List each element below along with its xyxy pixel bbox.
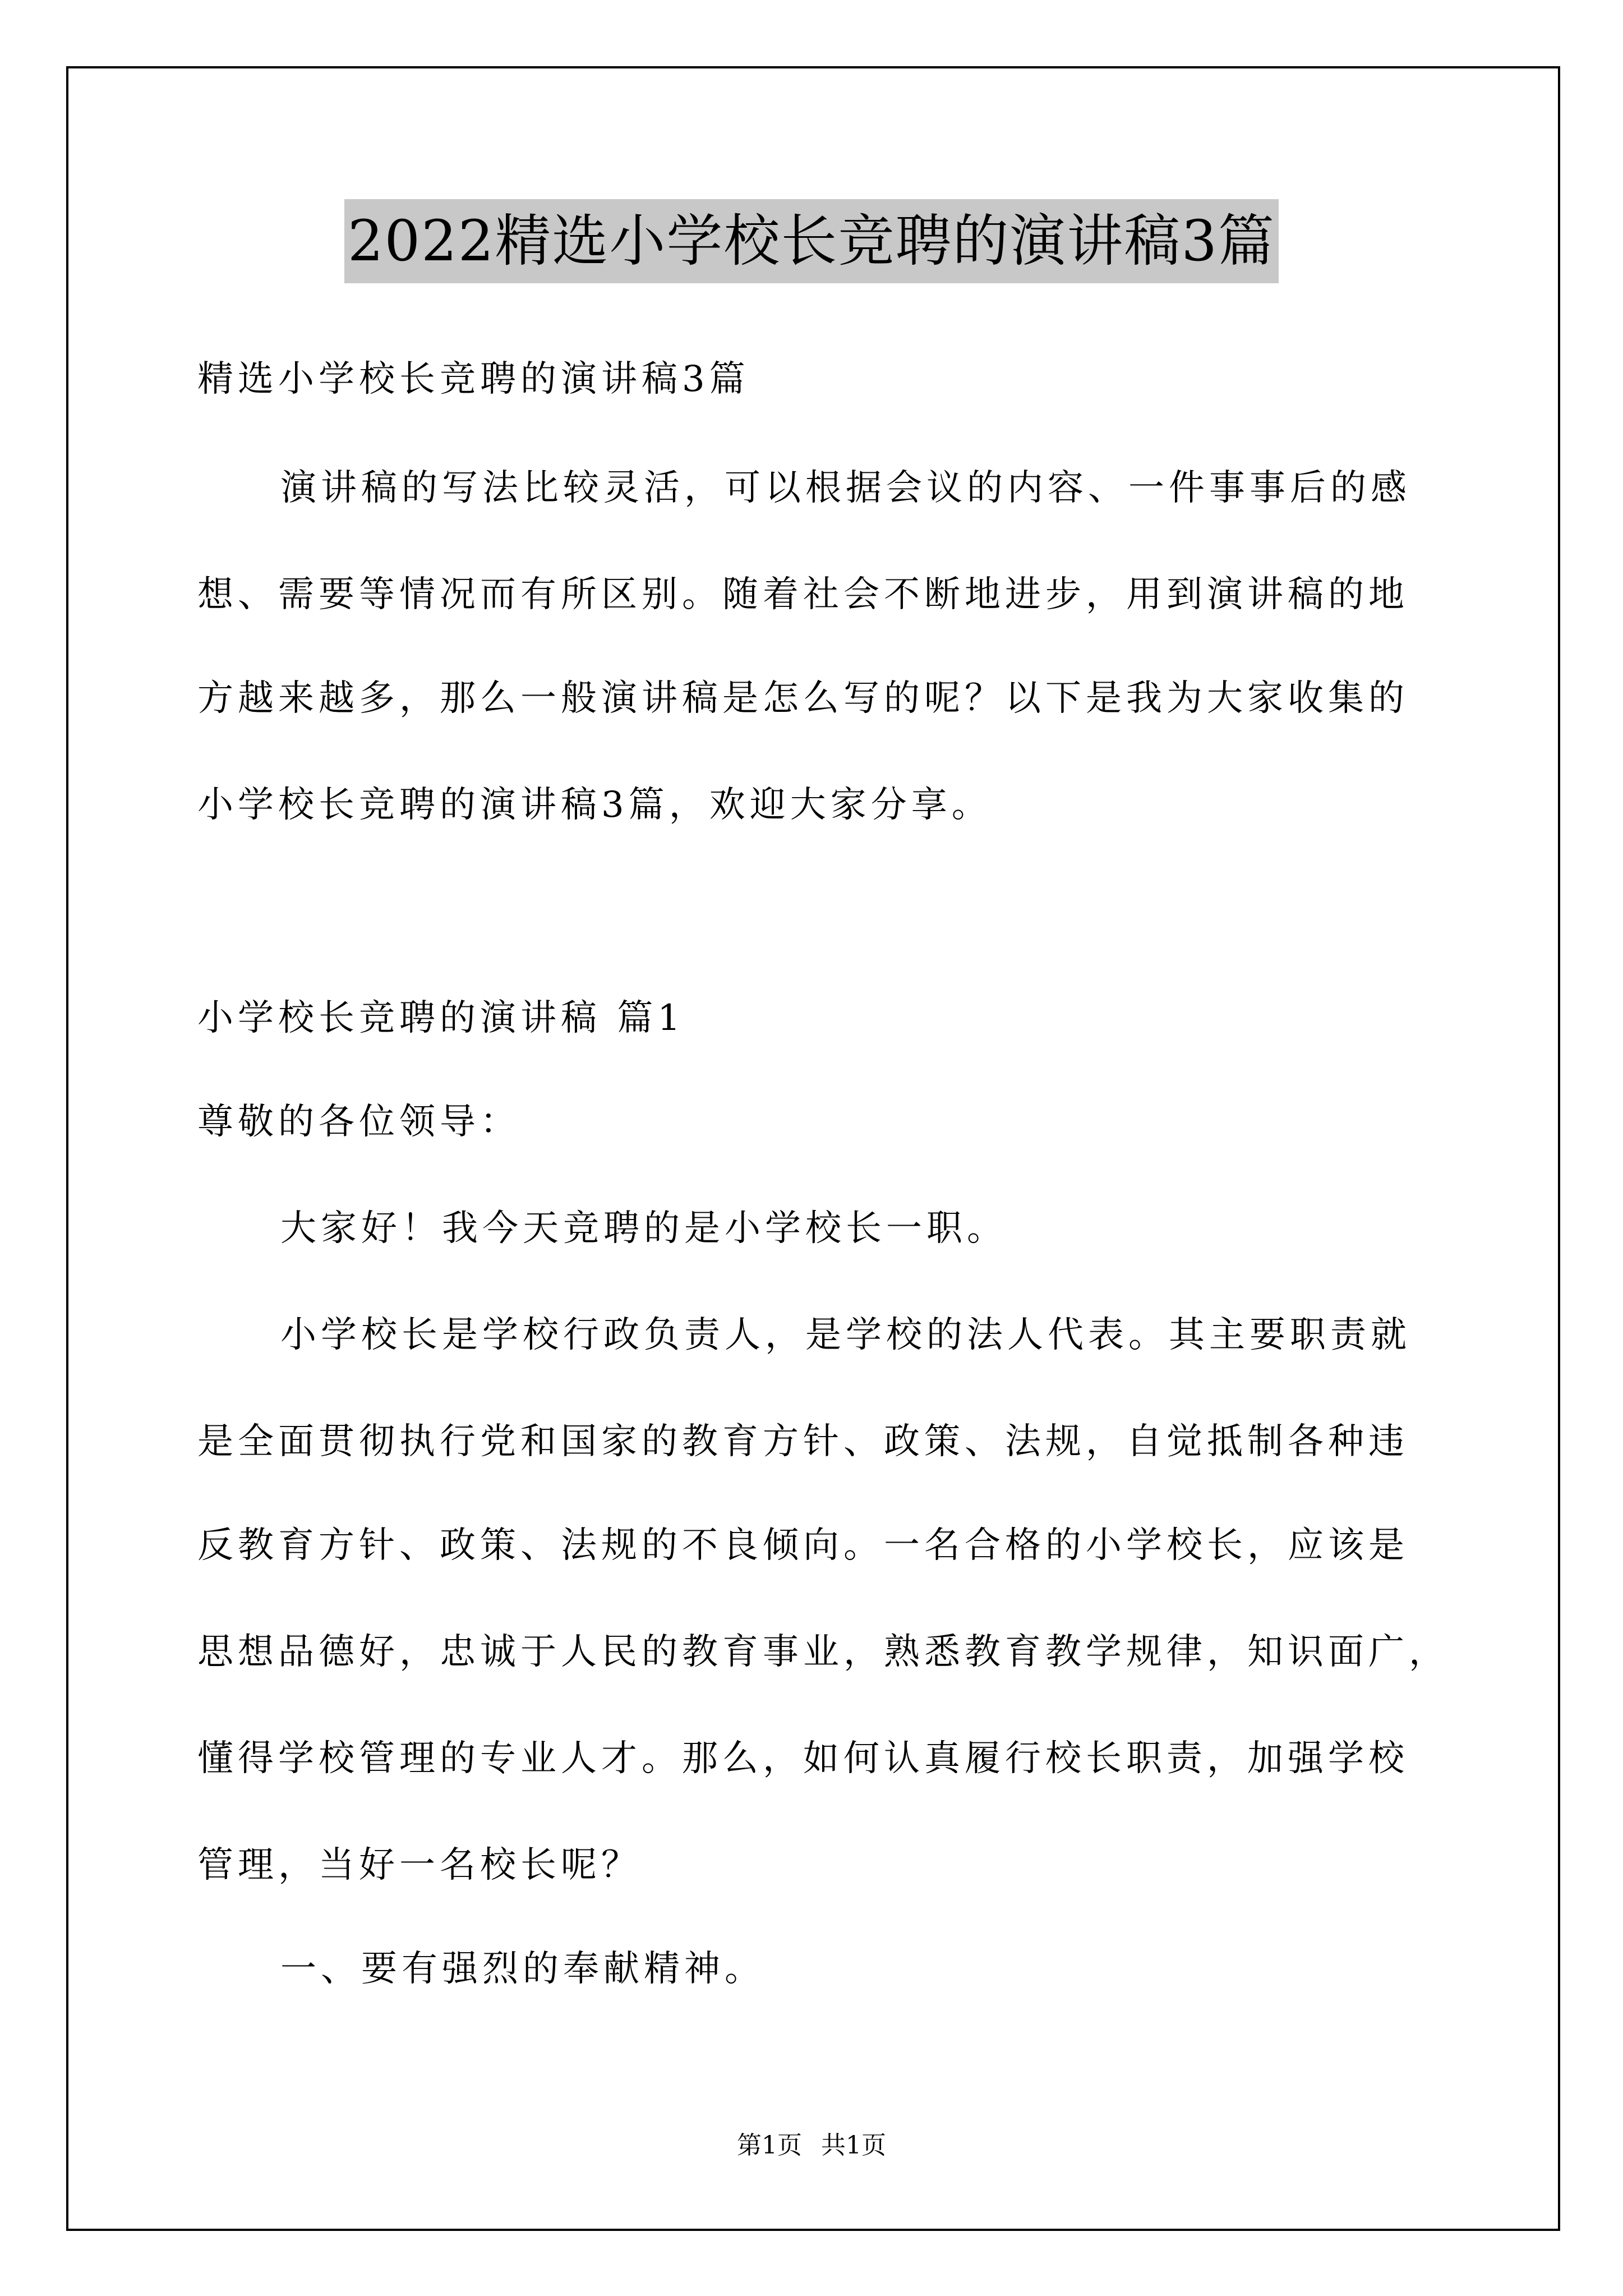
section-heading: 小学校长竞聘的演讲稿 篇1 [197, 997, 685, 1039]
page-number: 第1页 [737, 2131, 802, 2160]
body-line-4: 思想品德好，忠诚于人民的教育事业，熟悉教育教学规律，知识面广， [197, 1631, 1449, 1673]
page-total: 共1页 [821, 2131, 886, 2160]
document-title: 2022精选小学校长竞聘的演讲稿3篇 [344, 199, 1279, 283]
body-line-3: 反教育方针、政策、法规的不良倾向。一名合格的小学校长，应该是 [197, 1525, 1409, 1566]
body-line-2: 是全面贯彻执行党和国家的教育方针、政策、法规，自觉抵制各种违 [197, 1421, 1409, 1462]
intro-line-1: 演讲稿的写法比较灵活，可以根据会议的内容、一件事事后的感 [280, 467, 1411, 509]
title-container [0, 199, 1623, 283]
salutation: 尊敬的各位领导： [197, 1101, 520, 1143]
body-line-6: 管理，当好一名校长呢？ [197, 1844, 642, 1886]
intro-line-2: 想、需要等情况而有所区别。随着社会不断地进步，用到演讲稿的地 [197, 574, 1409, 615]
intro-line-4: 小学校长竞聘的演讲稿3篇，欢迎大家分享。 [197, 784, 992, 826]
greeting: 大家好！我今天竞聘的是小学校长一职。 [280, 1208, 1007, 1249]
point-one: 一、要有强烈的奉献精神。 [280, 1948, 765, 1990]
document-subtitle: 精选小学校长竞聘的演讲稿3篇 [197, 358, 750, 400]
body-line-5: 懂得学校管理的专业人才。那么，如何认真履行校长职责，加强学校 [197, 1738, 1409, 1779]
intro-line-3: 方越来越多，那么一般演讲稿是怎么写的呢？以下是我为大家收集的 [197, 678, 1409, 719]
page-footer [0, 2126, 1623, 2165]
body-line-1: 小学校长是学校行政负责人，是学校的法人代表。其主要职责就 [280, 1314, 1411, 1356]
